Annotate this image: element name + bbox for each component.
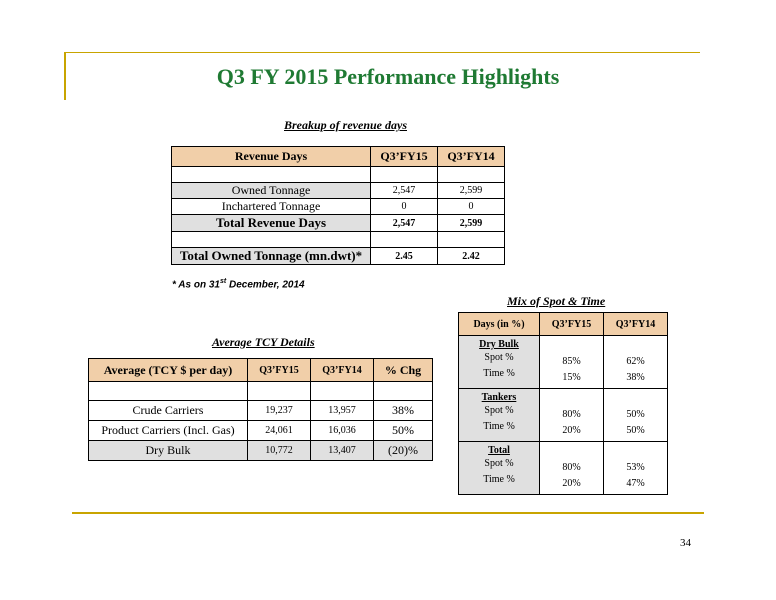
row-label: Spot % — [484, 405, 514, 416]
value-cell: 0 — [371, 199, 438, 215]
row-label: Crude Carriers — [89, 401, 248, 421]
value-cell: 2.45 — [371, 248, 438, 265]
table-row — [89, 421, 433, 441]
row-label: Time % — [483, 421, 515, 432]
header-cell: Q3’FY15 — [371, 147, 438, 167]
table-row — [459, 336, 668, 389]
value-cell — [540, 389, 604, 442]
value-cell: 2,547 — [371, 215, 438, 232]
row-label: Total Owned Tonnage (mn.dwt)* — [172, 248, 371, 265]
header-cell: Q3’FY15 — [540, 313, 604, 336]
table-row — [172, 215, 505, 232]
value-cell: 19,237 — [248, 401, 311, 421]
value: 20% — [562, 478, 581, 489]
value-cell — [540, 336, 604, 389]
value: 20% — [562, 425, 581, 436]
group-name: Dry Bulk — [479, 339, 519, 350]
row-label: Dry Bulk — [89, 441, 248, 461]
value: 62% — [626, 356, 645, 367]
table-header-row — [89, 359, 433, 382]
value-cell: 24,061 — [248, 421, 311, 441]
table-row — [89, 382, 433, 401]
footnote-superscript: st — [219, 278, 227, 285]
value: 50% — [626, 409, 645, 420]
value: 80% — [562, 409, 581, 420]
group-name: Total — [488, 445, 510, 456]
revenue-caption: Breakup of revenue days — [284, 118, 407, 132]
spot-caption: Mix of Spot & Time — [507, 294, 606, 308]
header-cell: Days (in %) — [459, 313, 540, 336]
value-cell: 2.42 — [438, 248, 505, 265]
value-cell — [604, 336, 668, 389]
spot-time-table — [458, 312, 668, 495]
row-label: Time % — [483, 368, 515, 379]
bottom-rule — [72, 512, 704, 514]
value-cell: 50% — [374, 421, 433, 441]
tcy-table — [88, 358, 433, 461]
table-header-row — [172, 147, 505, 167]
table-row — [172, 183, 505, 199]
row-label: Spot % — [484, 352, 514, 363]
value-cell: 13,957 — [311, 401, 374, 421]
value-cell: (20)% — [374, 441, 433, 461]
value-cell: 13,407 — [311, 441, 374, 461]
table-row — [172, 167, 505, 183]
group-cell — [459, 389, 540, 442]
value: 50% — [626, 425, 645, 436]
value: 53% — [626, 462, 645, 473]
value-cell: 10,772 — [248, 441, 311, 461]
table-row — [172, 232, 505, 248]
table-row — [89, 441, 433, 461]
value-cell — [604, 389, 668, 442]
page-number: 34 — [680, 537, 691, 549]
value-cell: 2,547 — [371, 183, 438, 199]
header-cell: Revenue Days — [172, 147, 371, 167]
value-cell: 0 — [438, 199, 505, 215]
row-label: Total Revenue Days — [172, 215, 371, 232]
header-cell: Average (TCY $ per day) — [89, 359, 248, 382]
value-cell: 38% — [374, 401, 433, 421]
table-header-row — [459, 313, 668, 336]
page-title: Q3 FY 2015 Performance Highlights — [216, 64, 560, 89]
header-cell: Q3’FY15 — [248, 359, 311, 382]
row-label: Owned Tonnage — [172, 183, 371, 199]
footnote-text: December, 2014 — [226, 279, 305, 291]
row-label: Spot % — [484, 458, 514, 469]
revenue-days-table — [171, 146, 505, 265]
row-label: Inchartered Tonnage — [172, 199, 371, 215]
value: 15% — [562, 372, 581, 383]
value-cell — [540, 442, 604, 495]
table-row — [172, 248, 505, 265]
value-cell: 16,036 — [311, 421, 374, 441]
value: 38% — [626, 372, 645, 383]
footnote — [172, 278, 305, 290]
table-row — [459, 442, 668, 495]
table-row — [459, 389, 668, 442]
value-cell: 2,599 — [438, 215, 505, 232]
value: 85% — [562, 356, 581, 367]
group-cell — [459, 442, 540, 495]
header-cell: Q3’FY14 — [438, 147, 505, 167]
footnote-text: * As on 31 — [172, 279, 220, 291]
value: 80% — [562, 462, 581, 473]
value-cell — [604, 442, 668, 495]
value-cell: 2,599 — [438, 183, 505, 199]
table-row — [172, 199, 505, 215]
header-cell: % Chg — [374, 359, 433, 382]
row-label: Product Carriers (Incl. Gas) — [89, 421, 248, 441]
table-row — [89, 401, 433, 421]
header-cell: Q3’FY14 — [604, 313, 668, 336]
row-label: Time % — [483, 474, 515, 485]
value: 47% — [626, 478, 645, 489]
header-cell: Q3’FY14 — [311, 359, 374, 382]
top-rule — [64, 52, 700, 53]
group-cell — [459, 336, 540, 389]
group-name: Tankers — [481, 392, 517, 403]
tcy-caption: Average TCY Details — [212, 335, 315, 349]
